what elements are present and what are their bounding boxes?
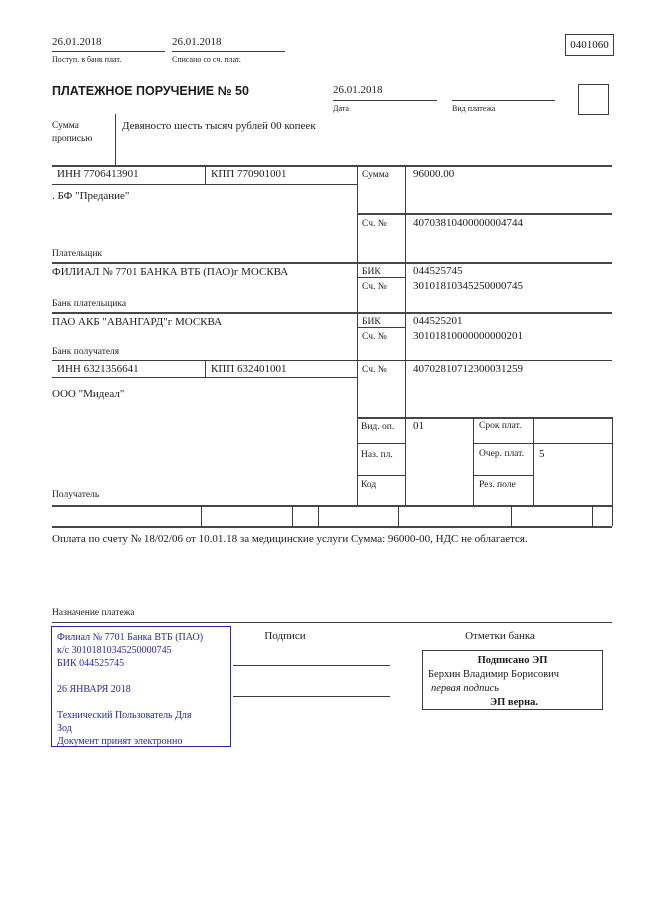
form-code-box: 0401060 [565, 34, 614, 56]
bank-marks-label: Отметки банка [465, 630, 535, 642]
received-date: 26.01.2018 [52, 36, 102, 48]
debited-date: 26.01.2018 [172, 36, 222, 48]
field-cell-divider [318, 505, 319, 526]
table-line [533, 417, 534, 505]
table-line [357, 475, 405, 476]
table-line [357, 443, 405, 444]
signature-stamp-box [422, 650, 603, 710]
payment-type-underline [452, 100, 555, 101]
amount-words-label-2: прописью [52, 134, 93, 144]
payer-bank-section-label: Банк плательщика [52, 299, 127, 309]
payee-inn: ИНН 6321356641 [57, 363, 139, 375]
purpose-text: Оплата по счету № 18/02/06 от 10.01.18 за медицинские услуги Сумма: 96000-00, НДС не облагается. [52, 533, 528, 545]
op-term-label: Срок плат. [479, 421, 522, 431]
table-line [473, 475, 533, 476]
amount-words-label-1: Сумма [52, 121, 79, 131]
bank-stamp-line: Зод [57, 723, 72, 734]
op-code-label: Код [361, 480, 377, 490]
amount-in-words: Девяносто шесть тысяч рублей 00 копеек [122, 120, 316, 132]
payee-bank-account: 30101810000000000201 [413, 330, 523, 342]
payer-bank-account-label: Сч. № [362, 282, 387, 292]
bank-stamp-date: 26 ЯНВАРЯ 2018 [57, 684, 131, 695]
table-line [473, 443, 612, 444]
table-line [52, 312, 612, 314]
table-line [205, 165, 206, 184]
bank-stamp-line: к/с 30101810345250000745 [57, 645, 172, 656]
signature-line [233, 665, 390, 666]
date-label: Дата [333, 104, 349, 113]
field-cell-divider [201, 505, 202, 526]
signature-stamp-name: Берхин Владимир Борисович [428, 669, 559, 680]
payer-section-label: Плательщик [52, 249, 103, 259]
op-purpose-label: Наз. пл. [361, 450, 393, 460]
op-order-label: Очер. плат. [479, 449, 524, 459]
amount-words-divider [115, 114, 116, 165]
payer-bank-name: ФИЛИАЛ № 7701 БАНКА ВТБ (ПАО)г МОСКВА [52, 266, 289, 278]
table-line [52, 360, 612, 361]
op-reserve-label: Рез. поле [479, 480, 516, 490]
signature-stamp-valid: ЭП верна. [490, 697, 539, 708]
signatures-label: Подписи [264, 630, 306, 642]
op-type-value: 01 [413, 420, 424, 432]
field-cell-divider [398, 505, 399, 526]
bank-stamp-line: Технический Пользователь Для [57, 710, 192, 721]
debited-date-label: Списано со сч. плат. [172, 55, 241, 64]
bank-stamp-line: БИК 044525745 [57, 658, 125, 669]
purpose-section-label: Назначение платежа [52, 608, 135, 618]
field-cell-divider [592, 505, 593, 526]
received-date-underline [52, 51, 165, 52]
payer-kpp: КПП 770901001 [211, 168, 287, 180]
signature-stamp-title: Подписано ЭП [477, 655, 548, 666]
sum-value: 96000.00 [413, 168, 455, 180]
signature-line [233, 696, 390, 697]
bank-stamp-line: Филиал № 7701 Банка ВТБ (ПАО) [57, 632, 204, 643]
field-cell-divider [511, 505, 512, 526]
payee-account-label: Сч. № [362, 365, 387, 375]
payer-name: . БФ "Предание" [52, 190, 130, 202]
document-title: ПЛАТЕЖНОЕ ПОРУЧЕНИЕ № 50 [52, 84, 249, 98]
table-line [52, 377, 357, 378]
table-line [405, 165, 406, 505]
payee-kpp: КПП 632401001 [211, 363, 287, 375]
payer-account: 40703810400000004744 [413, 217, 523, 229]
payee-bank-section-label: Банк получателя [52, 347, 120, 357]
payee-bank-bik: 044525201 [413, 315, 463, 327]
bank-stamp-blue [51, 626, 231, 747]
table-line [52, 165, 612, 167]
table-line [357, 165, 358, 505]
table-line [205, 360, 206, 377]
date-underline [333, 100, 437, 101]
payer-inn: ИНН 7706413901 [57, 168, 139, 180]
table-line [52, 505, 612, 507]
payee-bank-bik-label: БИК [362, 317, 381, 327]
table-line [473, 417, 474, 505]
sum-label: Сумма [362, 170, 389, 180]
payment-type-box [578, 84, 609, 115]
payee-bank-account-label: Сч. № [362, 332, 387, 342]
document-date: 26.01.2018 [333, 84, 383, 96]
payment-type-label: Вид платежа [452, 104, 496, 113]
purpose-underline [52, 622, 612, 623]
table-line [52, 526, 612, 528]
payee-section-label: Получатель [52, 490, 100, 500]
table-line [52, 262, 612, 264]
table-line [357, 417, 612, 419]
payer-bank-bik: 044525745 [413, 265, 463, 277]
payer-bank-account: 30101810345250000745 [413, 280, 523, 292]
payee-account: 40702810712300031259 [413, 363, 523, 375]
field-cell-divider [292, 505, 293, 526]
op-type-label: Вид. оп. [361, 422, 395, 432]
payee-name: ООО "Мидеал" [52, 388, 125, 400]
payer-account-label: Сч. № [362, 219, 387, 229]
received-date-label: Поступ. в банк плат. [52, 55, 122, 64]
payer-bank-bik-label: БИК [362, 267, 381, 277]
debited-date-underline [172, 51, 285, 52]
op-order-value: 5 [539, 448, 545, 460]
payee-bank-name: ПАО АКБ "АВАНГАРД"г МОСКВА [52, 316, 223, 328]
table-line [612, 417, 613, 526]
bank-stamp-line: Документ принят электронно [57, 736, 183, 747]
table-line [52, 184, 357, 185]
signature-stamp-note: первая подпись [431, 683, 500, 694]
table-line [357, 213, 612, 215]
